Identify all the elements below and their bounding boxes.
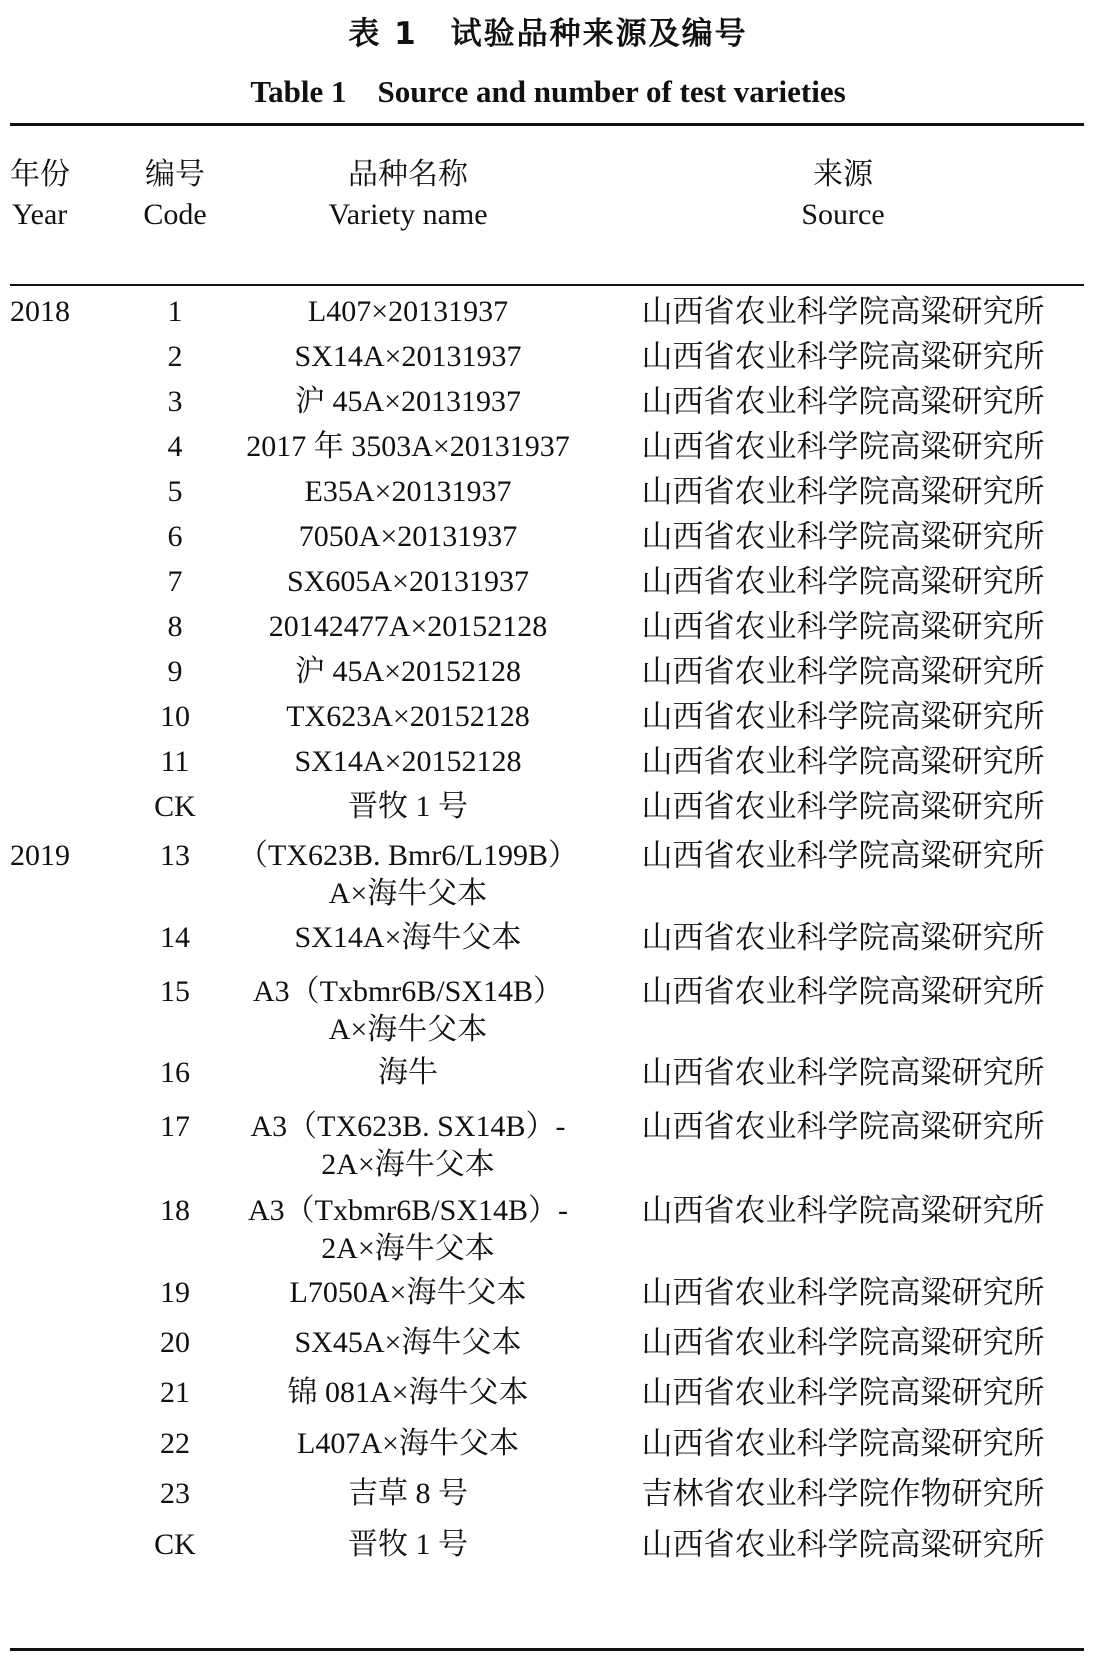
header-source-cn: 来源 [813,157,873,192]
cell-source: 山西省农业科学院高粱研究所 [641,1426,1045,1462]
cell-source: 山西省农业科学院高粱研究所 [641,384,1045,420]
cell-variety-name: SX605A×20131937 [287,565,529,598]
cell-variety-name: 7050A×20131937 [298,520,518,553]
cell-code: 21 [160,1376,190,1409]
cell-source: 山西省农业科学院高粱研究所 [641,920,1045,956]
header-source-en: Source [801,198,885,231]
cell-variety-name: A×海牛父本 [328,1013,488,1046]
cell-code: 11 [160,745,190,778]
cell-source: 山西省农业科学院高粱研究所 [641,789,1045,825]
cell-variety-name: L407×20131937 [307,295,509,328]
cell-code: 18 [160,1194,190,1227]
cell-source: 山西省农业科学院高粱研究所 [641,974,1045,1010]
cell-variety-name: 吉草 8 号 [348,1477,468,1510]
cell-code: CK [154,790,196,823]
cell-code: 10 [160,700,190,733]
cell-source: 山西省农业科学院高粱研究所 [641,1375,1045,1411]
cell-variety-name: 2A×海牛父本 [321,1232,495,1265]
cell-source: 山西省农业科学院高粱研究所 [641,1275,1045,1311]
cell-code: 15 [160,975,190,1008]
cell-variety-name: 沪 45A×20152128 [294,655,522,688]
cell-variety-name: 海牛 [378,1056,438,1089]
cell-source: 山西省农业科学院高粱研究所 [641,519,1045,555]
cell-variety-name: A3（TX623B. SX14B）- [250,1110,566,1143]
cell-source: 山西省农业科学院高粱研究所 [641,474,1045,510]
cell-source: 山西省农业科学院高粱研究所 [641,564,1045,600]
cell-source: 山西省农业科学院高粱研究所 [641,654,1045,690]
cell-source: 山西省农业科学院高粱研究所 [641,744,1045,780]
cell-variety-name: TX623A×20152128 [286,700,530,733]
cell-source: 山西省农业科学院高粱研究所 [641,339,1045,375]
cell-year: 2018 [10,295,70,328]
cell-code: 2 [167,340,183,373]
cell-source: 山西省农业科学院高粱研究所 [641,699,1045,735]
cell-variety-name: E35A×20131937 [304,475,512,508]
cell-variety-name: L407A×海牛父本 [297,1427,519,1460]
cell-variety-name: 晋牧 1 号 [348,790,468,823]
cell-code: 5 [167,475,183,508]
cell-code: 16 [160,1056,190,1089]
cell-variety-name: A3（Txbmr6B/SX14B） [252,975,564,1008]
cell-code: 17 [160,1110,190,1143]
header-year-cn: 年份 [10,157,70,192]
cell-code: 1 [167,295,183,328]
cell-code: 9 [167,655,183,688]
top-rule [10,123,1084,126]
cell-variety-name: 锦 081A×海牛父本 [287,1376,529,1409]
cell-code: 13 [160,839,190,872]
cell-variety-name: A×海牛父本 [328,877,488,910]
cell-variety-name: L7050A×海牛父本 [289,1276,527,1309]
table-title-en: Table 1 Source and number of test varieties [250,74,846,109]
cell-variety-name: SX14A×20152128 [294,745,522,778]
cell-variety-name: A3（Txbmr6B/SX14B）- [247,1194,568,1227]
cell-variety-name: SX14A×海牛父本 [294,921,522,954]
cell-source: 山西省农业科学院高粱研究所 [641,1109,1045,1145]
cell-year: 2019 [10,839,70,872]
header-code-en: Code [143,198,207,231]
header-name-cn: 品种名称 [348,157,468,192]
cell-code: 20 [160,1326,190,1359]
header-year-en: Year [12,198,68,231]
cell-variety-name: 20142477A×20152128 [268,610,548,643]
cell-code: 4 [167,430,183,463]
cell-variety-name: 2017 年 3503A×20131937 [246,430,570,463]
cell-variety-name: 晋牧 1 号 [348,1528,468,1561]
cell-code: 3 [167,385,183,418]
header-rule [10,284,1084,286]
cell-source: 山西省农业科学院高粱研究所 [641,1193,1045,1229]
cell-source: 山西省农业科学院高粱研究所 [641,1055,1045,1091]
cell-code: 19 [160,1276,190,1309]
cell-code: 14 [160,921,190,954]
cell-code: 8 [167,610,183,643]
table-title-cn: 表 1 试验品种来源及编号 [348,16,748,52]
cell-variety-name: SX45A×海牛父本 [294,1326,522,1359]
cell-source: 山西省农业科学院高粱研究所 [641,1527,1045,1563]
cell-source: 吉林省农业科学院作物研究所 [641,1476,1045,1512]
cell-source: 山西省农业科学院高粱研究所 [641,1325,1045,1361]
cell-code: 6 [167,520,183,553]
cell-variety-name: 2A×海牛父本 [321,1148,495,1181]
cell-code: 7 [167,565,183,598]
cell-variety-name: 沪 45A×20131937 [294,385,522,418]
header-name-en: Variety name [328,198,488,231]
cell-source: 山西省农业科学院高粱研究所 [641,609,1045,645]
header-code-cn: 编号 [145,157,205,192]
cell-code: CK [154,1528,196,1561]
cell-code: 22 [160,1427,190,1460]
cell-code: 23 [160,1477,190,1510]
cell-source: 山西省农业科学院高粱研究所 [641,294,1045,330]
cell-source: 山西省农业科学院高粱研究所 [641,429,1045,465]
bottom-rule [10,1648,1084,1651]
cell-source: 山西省农业科学院高粱研究所 [641,838,1045,874]
cell-variety-name: SX14A×20131937 [294,340,522,373]
cell-variety-name: （TX623B. Bmr6/L199B） [237,839,578,872]
